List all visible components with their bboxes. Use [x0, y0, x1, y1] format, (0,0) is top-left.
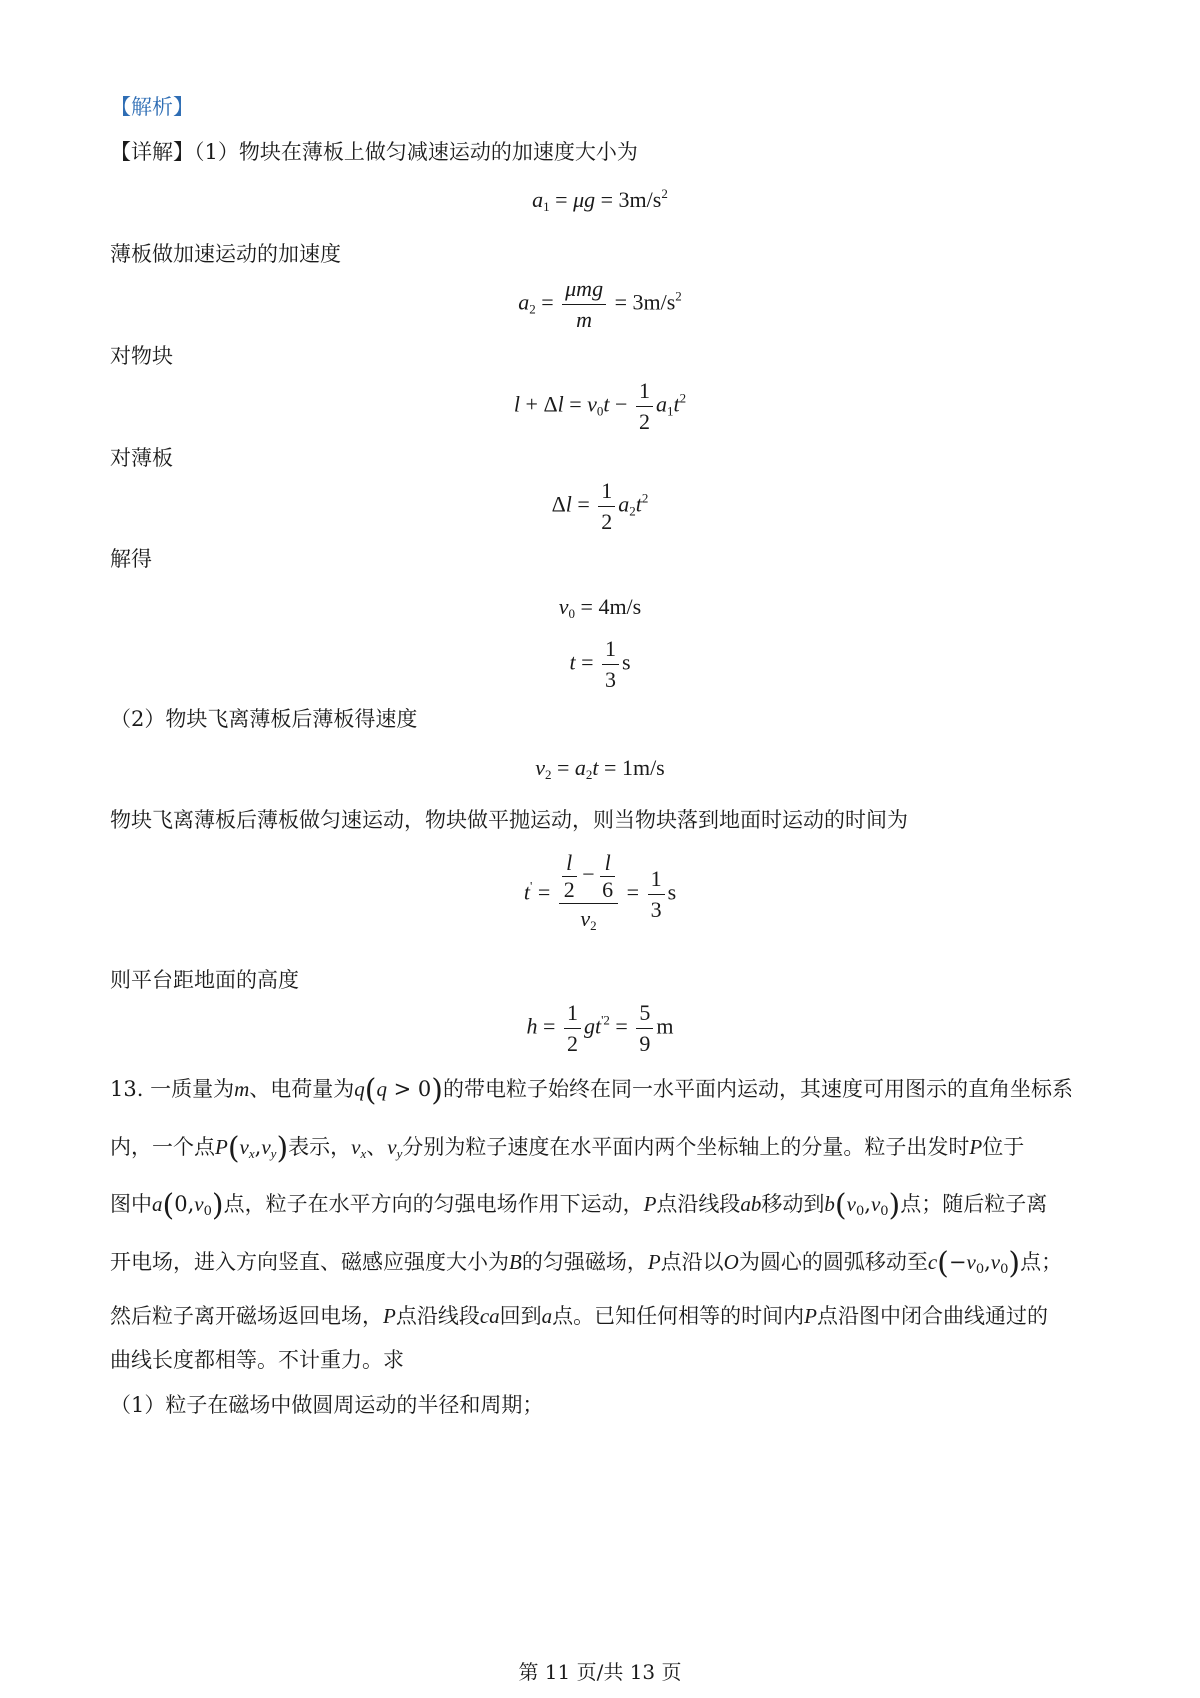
section-tag: 【解析】 — [110, 95, 194, 119]
q13-line-5: 然后粒子离开磁场返回电场，P点沿线段ca回到a点。已知任何相等的时间内P点沿图中闭合曲线通过的 — [110, 1304, 1048, 1328]
q13-line-1: 13. 一质量为m、电荷量为q(q > 0)的带电粒子始终在同一水平面内运动，其速度可用图示的直角坐标系 — [110, 1073, 1073, 1108]
equation-block-displacement: $l + \Delta l = v_0t$ − $\frac{1}{2}$ $a_1t^2$ — [513, 378, 687, 434]
detail-intro — [110, 138, 638, 166]
detail-label: 【详解】 — [110, 140, 194, 164]
q13-line-4: 开电场，进入方向竖直、磁感应强度大小为B的匀强磁场，P点沿以O为圆心的圆弧移动至$c(-v_0,v_0)$点； — [110, 1246, 1063, 1281]
part2-intro: （2）物块飞离薄板后薄板得速度 — [110, 707, 418, 731]
q13-subquestion-1: （1）粒子在磁场中做圆周运动的半径和周期； — [110, 1393, 544, 1417]
line-for-board: 对薄板 — [110, 446, 173, 470]
line-solve: 解得 — [110, 547, 152, 571]
page-footer: 第 11 页/共 13 页 — [518, 1660, 682, 1684]
part2-line3: 则平台距地面的高度 — [110, 968, 299, 992]
q13-line-3: 图中$a(0,v_0)$点，粒子在水平方向的匀强电场作用下运动，P点沿线段ab移动到$b(v_0,v_0)$点；随后粒子离 — [110, 1188, 1048, 1223]
line-board-accel: 薄板做加速运动的加速度 — [110, 242, 341, 266]
equation-h: h = $\frac{1}{2}$ $gt^{'2}$ = $\frac{5}{9}$ m — [526, 1000, 674, 1056]
equation-a2: $a_2$ = $\frac{\text{μmg}}{m}$ = $3m/s^2$ — [518, 276, 682, 332]
equation-v0: $v_0 = 4m/s$ — [558, 594, 642, 621]
detail-intro-text: （1）物块在薄板上做匀减速运动的加速度大小为 — [194, 140, 638, 164]
equation-board-displacement: Δl = $\frac{1}{2}$ $a_2t^2$ — [551, 478, 649, 534]
line-for-block: 对物块 — [110, 344, 173, 368]
part2-line2: 物块飞离薄板后薄板做匀速运动，物块做平抛运动，则当物块落到地面时运动的时间为 — [110, 808, 908, 832]
equation-v2: $v_2 = a_2t = 1m/s$ — [535, 755, 665, 782]
equation-t: t = $\frac{1}{3}$ s — [569, 636, 631, 692]
q13-line-6: 曲线长度都相等。不计重力。求 — [110, 1348, 404, 1372]
equation-a1: $a_1 = \mu g = 3m/s^2$ — [532, 186, 668, 214]
q13-line-2: 内，一个点$P(v_x,v_y)$表示，$v_x$、$v_y$分别为粒子速度在水平面内两个坐标轴上的分量。粒子出发时P位于 — [110, 1131, 1025, 1166]
equation-t-prime: t' = $\frac{l}{2}$ − $\frac{l}{6}$ $v_2$ = $\frac{1}{3}$ s — [523, 850, 677, 933]
